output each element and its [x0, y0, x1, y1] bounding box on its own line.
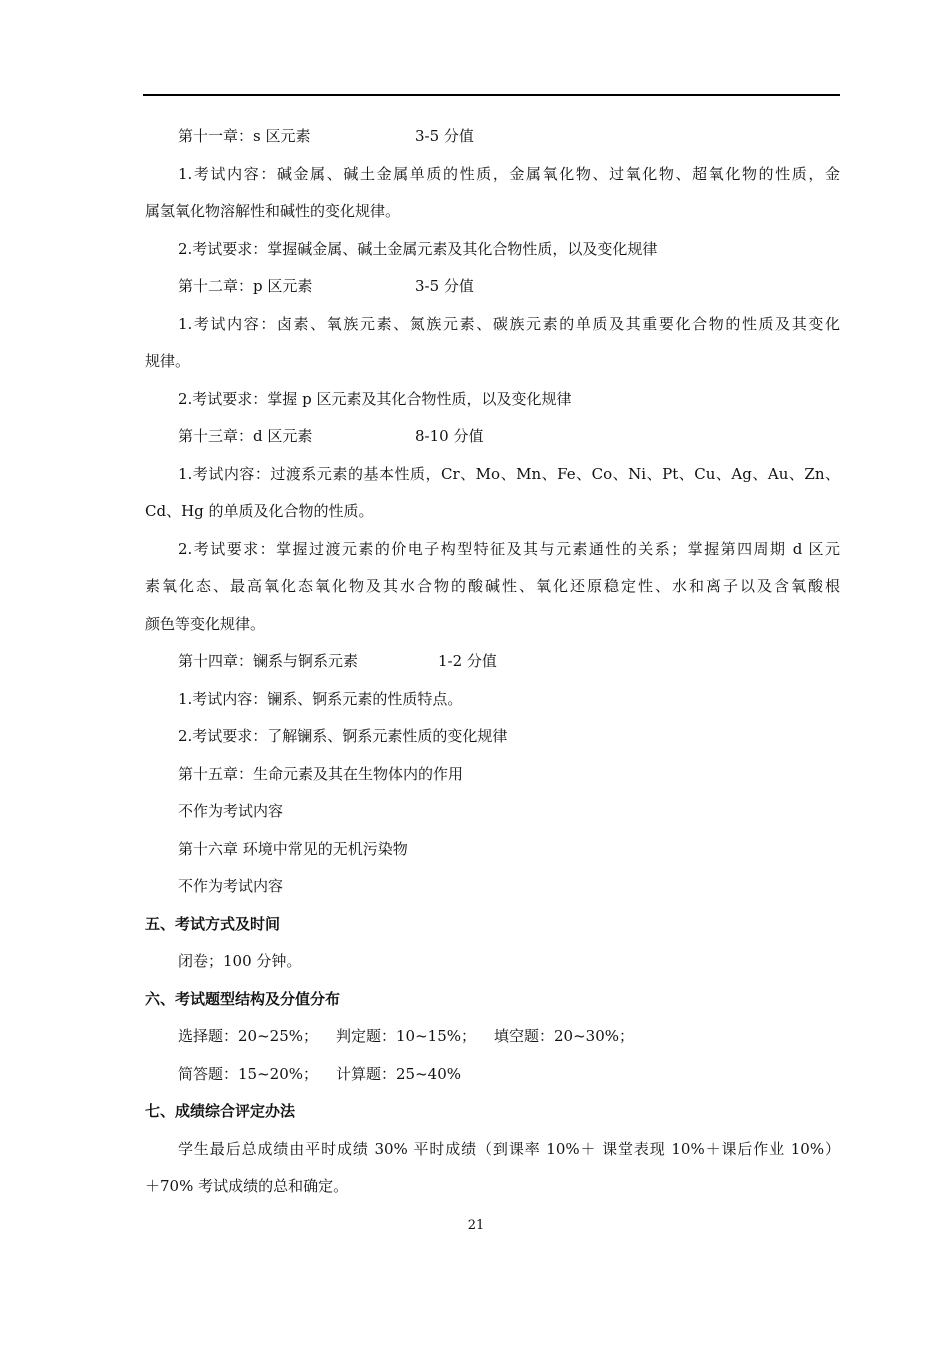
chapter-12-content-line-1: 1.考试内容：卤素、氧族元素、氮族元素、碳族元素的单质及其重要化合物的性质及其变化: [178, 314, 840, 333]
chapter-14-heading: [145, 643, 840, 681]
chapter-14-title: 第十四章：镧系与锕系元素: [178, 652, 359, 670]
chapter-14-score: 1-2 分值: [438, 652, 497, 670]
chapter-11-content-line-2: 属氢氧化物溶解性和碱性的变化规律。: [145, 202, 401, 220]
question-type-judge: 判定题：10~15%；: [336, 1027, 476, 1045]
chapter-13-score: 8-10 分值: [415, 427, 484, 445]
section-7-text-line-1: 学生最后总成绩由平时成绩 30% 平时成绩（到课率 10%＋ 课堂表现 10%＋课后作业 10%）: [178, 1139, 840, 1158]
chapter-13-title: 第十三章：d 区元素: [178, 427, 313, 445]
section-7-text-line-2: ＋70% 考试成绩的总和确定。: [145, 1177, 349, 1195]
chapter-12-content-line-2: 规律。: [145, 352, 191, 370]
question-type-fill: 填空题：20~30%；: [494, 1027, 634, 1045]
section-5-text: 闭卷；100 分钟。: [178, 952, 302, 970]
chapter-11-heading: [145, 118, 840, 156]
section-5-heading: 五、考试方式及时间: [145, 914, 281, 933]
chapter-13-heading: [145, 418, 840, 456]
chapter-11-title: 第十一章：s 区元素: [178, 127, 311, 145]
chapter-13-requirement-line-2: 素氧化态、最高氧化态氧化物及其水合物的酸碱性、氧化还原稳定性、水和离子以及含氧酸根: [145, 577, 840, 595]
chapter-12-title: 第十二章：p 区元素: [178, 277, 313, 295]
chapter-14-requirement: 2.考试要求：了解镧系、锕系元素性质的变化规律: [178, 727, 508, 745]
chapter-14-content: 1.考试内容：镧系、锕系元素的性质特点。: [178, 689, 463, 708]
chapter-16-note: 不作为考试内容: [178, 877, 284, 895]
section-6-row-2: [145, 1056, 840, 1094]
chapter-11-content-line-1: 1.考试内容：碱金属、碱土金属单质的性质，金属氧化物、过氧化物、超氧化物的性质，金: [178, 164, 840, 183]
chapter-12-requirement: 2.考试要求：掌握 p 区元素及其化合物性质，以及变化规律: [178, 389, 572, 408]
chapter-15-note: 不作为考试内容: [178, 802, 284, 820]
chapter-13-content-line-2: Cd、Hg 的单质及化合物的性质。: [145, 502, 374, 520]
chapter-12-score: 3-5 分值: [415, 277, 474, 295]
chapter-11-score: 3-5 分值: [415, 127, 474, 145]
chapter-16-title: 第十六章 环境中常见的无机污染物: [178, 839, 408, 858]
chapter-13-requirement-line-1: 2.考试要求：掌握过渡元素的价电子构型特征及其与元素通性的关系；掌握第四周期 d 区元: [178, 539, 840, 558]
chapter-13-requirement-line-3: 颜色等变化规律。: [145, 614, 266, 633]
document-body: [145, 118, 840, 1206]
section-6-heading: 六、考试题型结构及分值分布: [145, 989, 341, 1008]
chapter-11-requirement: 2.考试要求：掌握碱金属、碱土金属元素及其化合物性质，以及变化规律: [178, 239, 658, 258]
header-rule: [143, 94, 840, 96]
question-type-choice: 选择题：20~25%；: [178, 1027, 318, 1045]
question-type-short: 简答题：15~20%；: [178, 1064, 318, 1083]
page-number: 21: [467, 1218, 485, 1233]
section-7-heading: 七、成绩综合评定办法: [145, 1102, 296, 1120]
section-6-row-1: [145, 1018, 840, 1056]
chapter-12-heading: [145, 268, 840, 306]
chapter-13-content-line-1: 1.考试内容：过渡系元素的基本性质，Cr、Mo、Mn、Fe、Co、Ni、Pt、Cu、Ag、Au、Zn、: [178, 464, 840, 483]
question-type-calc: 计算题：25~40%: [336, 1064, 461, 1083]
chapter-15-title: 第十五章：生命元素及其在生物体内的作用: [178, 764, 464, 783]
